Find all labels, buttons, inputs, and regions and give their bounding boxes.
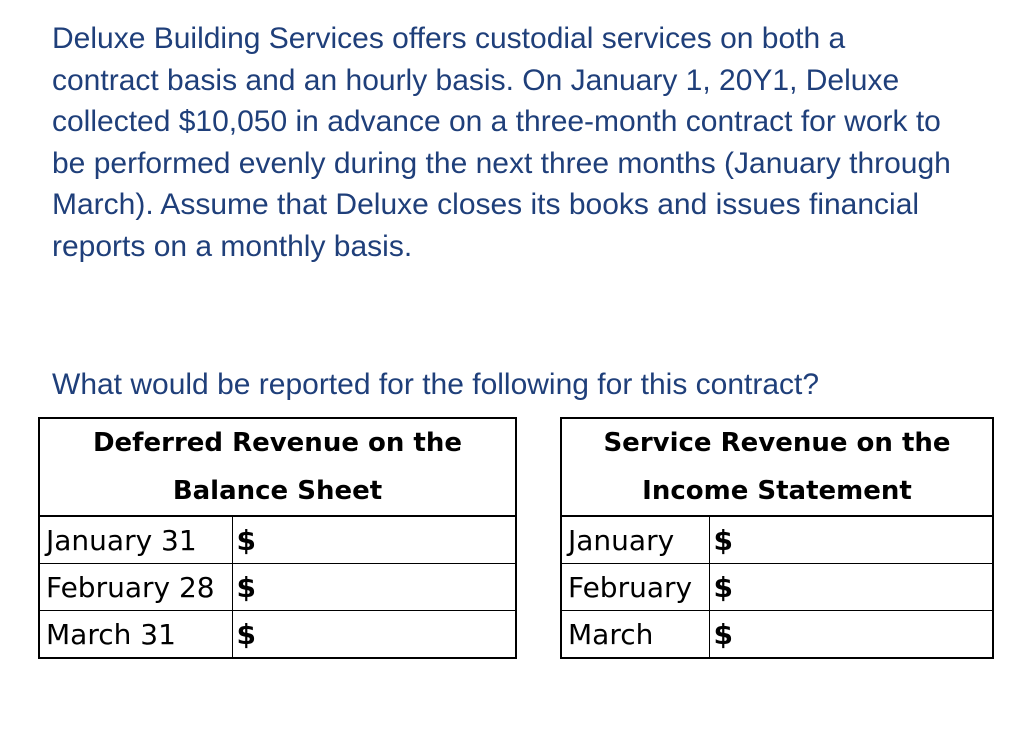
table-row [561,611,993,659]
row-label: February [561,564,709,611]
answer-cell-march[interactable] [709,611,993,659]
dollar-sign: $ [236,570,256,604]
answer-cell-february-28[interactable] [232,564,516,611]
dollar-sign: $ [713,523,733,557]
answer-cell-march-31[interactable] [232,611,516,659]
table-row [561,564,993,611]
deferred-header-line-2: Balance Sheet [172,476,383,506]
service-revenue-header [561,418,993,516]
deferred-revenue-table [38,417,517,659]
table-row [39,611,516,659]
row-label: January 31 [39,516,232,564]
answer-cell-january[interactable] [709,516,993,564]
dollar-sign: $ [236,617,256,651]
deferred-header-line-1: Deferred Revenue on the [92,428,463,458]
row-label: March 31 [39,611,232,659]
service-header-line-2: Income Statement [642,476,912,506]
problem-statement: Deluxe Building Services offers custodial services on both a contract basis and an hourly basis. On January 1, 20Y1, Deluxe collected $10,050 in advance on a three-month contract for work to be performed evenly during the next three months (January through March). Assume that Deluxe closes its books and issues financial reports on a monthly basis. [52,22,951,263]
table-row [561,516,993,564]
row-label: March [561,611,709,659]
table-row [39,516,516,564]
dollar-sign: $ [713,617,733,651]
question-prompt: What would be reported for the following for this contract? [52,368,820,401]
table-row [39,564,516,611]
dollar-sign: $ [713,570,733,604]
dollar-sign: $ [236,523,256,557]
service-header-line-1: Service Revenue on the [603,428,951,458]
deferred-revenue-header [39,418,516,516]
service-revenue-table [560,417,994,659]
answer-cell-january-31[interactable] [232,516,516,564]
row-label: January [561,516,709,564]
row-label: February 28 [39,564,232,611]
answer-cell-february[interactable] [709,564,993,611]
